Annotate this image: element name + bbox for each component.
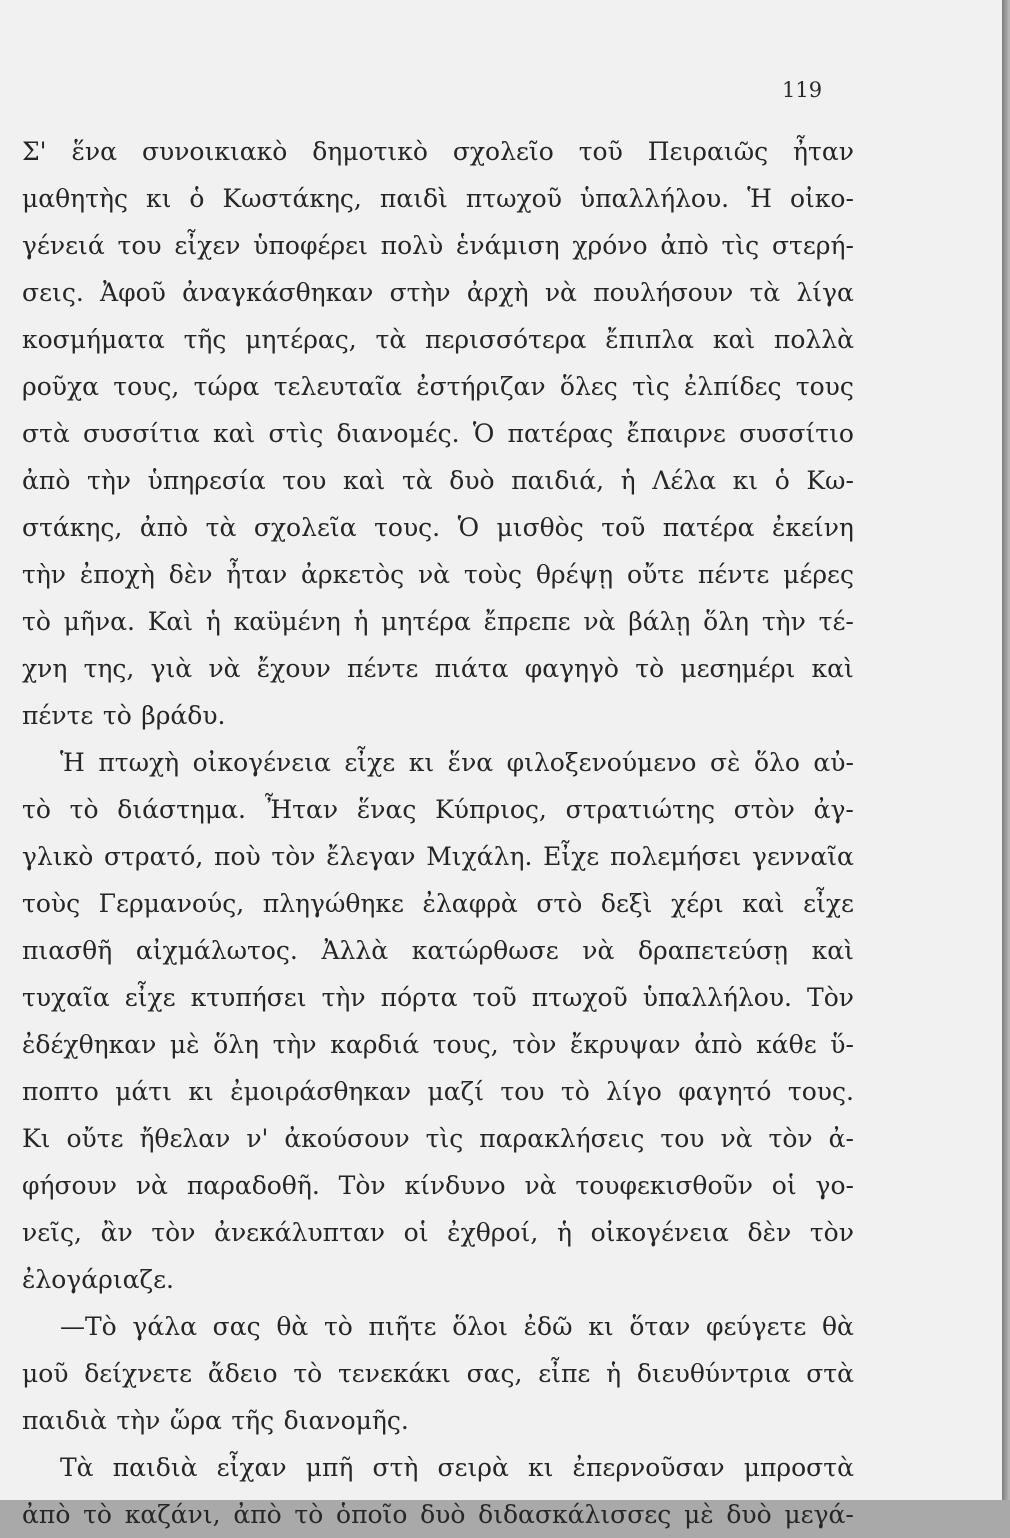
text-line: μοῦ δείχνετε ἄδειο τὸ τενεκάκι σας, εἶπε ἡ διευθύντρια στὰ [22,1359,854,1388]
text-line: ἀπὸ τὸ καζάνι, ἀπὸ τὸ ὁποῖο δυὸ διδασκάλισσες μὲ δυὸ μεγά- [22,1500,854,1529]
text-line: τὸ μῆνα. Καὶ ἡ καϋμένη ἡ μητέρα ἔπρεπε νὰ βάλῃ ὅλη τὴν τέ- [22,607,854,636]
text-line: ἐλογάριαζε. [22,1265,174,1294]
text-line: νεῖς, ἂν τὸν ἀνεκάλυπταν οἱ ἐχθροί, ἡ οἰκογένεια δὲν τὸν [22,1218,854,1247]
text-line: στὰ συσσίτια καὶ στὶς διανομές. Ὁ πατέρας ἔπαιρνε συσσίτιο [22,419,854,448]
text-line: τὴν ἐποχὴ δὲν ἦταν ἀρκετὸς νὰ τοὺς θρέψῃ οὔτε πέντε μέρες [22,560,854,589]
text-line: ἐδέχθηκαν μὲ ὅλη τὴν καρδιά τους, τὸν ἔκρυψαν ἀπὸ κάθε ὕ- [22,1030,854,1059]
paragraph [22,128,854,739]
text-line: ποπτο μάτι κι ἐμοιράσθηκαν μαζί του τὸ λίγο φαγητό τους. [22,1077,854,1106]
text-line: ἀπὸ τὴν ὑπηρεσία του καὶ τὰ δυὸ παιδιά, ἡ Λέλα κι ὁ Κω- [22,466,854,495]
text-line: πέντε τὸ βράδυ. [22,701,226,730]
paragraph [22,1444,854,1538]
text-line: στάκης, ἀπὸ τὰ σχολεῖα τους. Ὁ μισθὸς τοῦ πατέρα ἐκείνη [22,513,854,542]
text-line: —Τὸ γάλα σας θὰ τὸ πιῆτε ὅλοι ἐδῶ κι ὅταν φεύγετε θὰ [60,1312,854,1341]
text-line: τυχαῖα εἶχε κτυπήσει τὴν πόρτα τοῦ πτωχοῦ ὑπαλλήλου. Τὸν [22,983,854,1012]
paragraph [22,1303,854,1444]
text-line: πιασθῆ αἰχμάλωτος. Ἀλλὰ κατώρθωσε νὰ δραπετεύσῃ καὶ [22,936,854,965]
text-line: παιδιὰ τὴν ὥρα τῆς διανομῆς. [22,1406,409,1435]
text-line: φήσουν νὰ παραδοθῆ. Τὸν κίνδυνο νὰ τουφεκισθοῦν οἱ γο- [22,1171,854,1200]
body-text [22,128,854,1538]
text-line: Σ' ἕνα συνοικιακὸ δημοτικὸ σχολεῖο τοῦ Πειραιῶς ἦταν [22,137,854,166]
text-line: Ἡ πτωχὴ οἰκογένεια εἶχε κι ἕνα φιλοξενούμενο σὲ ὅλο αὐ- [60,748,854,777]
text-line: ροῦχα τους, τώρα τελευταῖα ἐστήριζαν ὅλες τὶς ἐλπίδες τους [22,372,854,401]
text-line: τοὺς Γερμανούς, πληγώθηκε ἐλαφρὰ στὸ δεξὶ χέρι καὶ εἶχε [22,889,854,918]
text-line: χνη της, γιὰ νὰ ἔχουν πέντε πιάτα φαγηγὸ τὸ μεσημέρι καὶ [22,654,854,683]
text-line: μαθητὴς κι ὁ Κωστάκης, παιδὶ πτωχοῦ ὑπαλλήλου. Ἡ οἰκο- [22,184,854,213]
text-line: κοσμήματα τῆς μητέρας, τὰ περισσότερα ἔπιπλα καὶ πολλὰ [22,325,854,354]
text-line: Κι οὔτε ἤθελαν ν' ἀκούσουν τὶς παρακλήσεις του νὰ τὸν ἀ- [22,1124,854,1153]
text-line: γένειά του εἶχεν ὑποφέρει πολὺ ἑνάμιση χρόνο ἀπὸ τὶς στερή- [22,231,854,260]
page-number: 119 [782,78,823,102]
text-line: γλικὸ στρατό, ποὺ τὸν ἔλεγαν Μιχάλη. Εἶχε πολεμήσει γενναῖα [22,842,854,871]
text-line: τὸ τὸ διάστημα. Ἦταν ἕνας Κύπριος, στρατιώτης στὸν ἀγ- [22,795,854,824]
page-edge [1002,0,1010,1500]
text-line: σεις. Ἀφοῦ ἀναγκάσθηκαν στὴν ἀρχὴ νὰ πουλήσουν τὰ λίγα [22,278,854,307]
text-line: Τὰ παιδιὰ εἶχαν μπῆ στὴ σειρὰ κι ἐπερνοῦσαν μπροστὰ [60,1453,854,1482]
paragraph [22,739,854,1303]
